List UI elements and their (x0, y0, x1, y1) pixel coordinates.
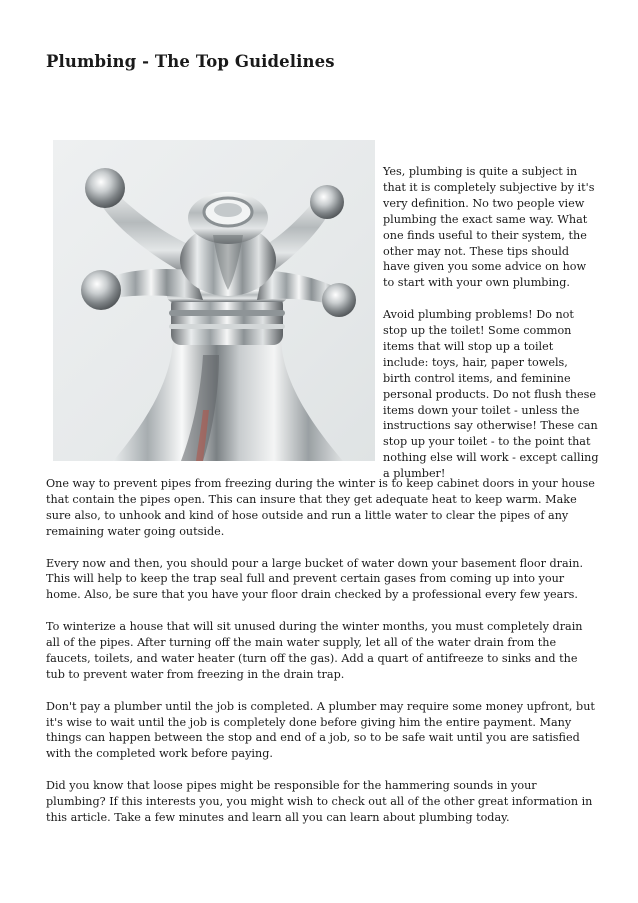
side-paragraph: Yes, plumbing is quite a subject in that it is completely subjective by it's very definition. No two people view plumbing the exact same way. What one finds useful to their system, the other may not. These tips should have given you some advice on how to start with your own plumbing. (383, 165, 595, 290)
side-paragraph: Avoid plumbing problems! Do not stop up the toilet! Some common items that will stop up a toilet include: toys, hair, paper towels, birth control items, and feminine personal products. Do not flush these items down your toilet - unless the instructions say otherwise! These can stop up your toilet - to the point that nothing else will work - except calling a plumber! (383, 308, 599, 481)
page-title: Plumbing - The Top Guidelines (46, 52, 335, 71)
body-text (46, 476, 596, 842)
body-paragraph: To winterize a house that will sit unused during the winter months, you must completely drain all of the pipes. After turning off the main water supply, let all of the water drain from the faucets, toilets, and water heater (turn off the gas). Add a quart of antifreeze to sinks and the tub to prevent water from freezing in the drain trap. (46, 620, 583, 681)
body-paragraph: Did you know that loose pipes might be responsible for the hammering sounds in your plumbing? If this interests you, you might wish to check out all of the other great information in this article. Take a few minutes and learn all you can learn about plumbing today. (46, 779, 593, 824)
side-text-column (383, 164, 599, 498)
body-paragraph: Don't pay a plumber until the job is completed. A plumber may require some money upfront, but it's wise to wait until the job is completely done before giving him the entire payment. Many things can happen between the stop and end of a job, so to be safe wait until you are satisfied with the completed work before paying. (46, 699, 595, 761)
body-paragraph: One way to prevent pipes from freezing during the winter is to keep cabinet doors in your house that contain the pipes open. This can insure that they get adequate heat to keep warm. Make sure also, to unhook and kind of hose outside and run a little water to clear the pipes of any remaining water going outside. (46, 477, 595, 538)
faucet-image (53, 140, 375, 461)
body-paragraph: Every now and then, you should pour a large bucket of water down your basement floor drain. This will help to keep the trap seal full and prevent certain gases from coming up into your home. Also, be sure that you have your floor drain checked by a professional every few years. (46, 556, 584, 602)
